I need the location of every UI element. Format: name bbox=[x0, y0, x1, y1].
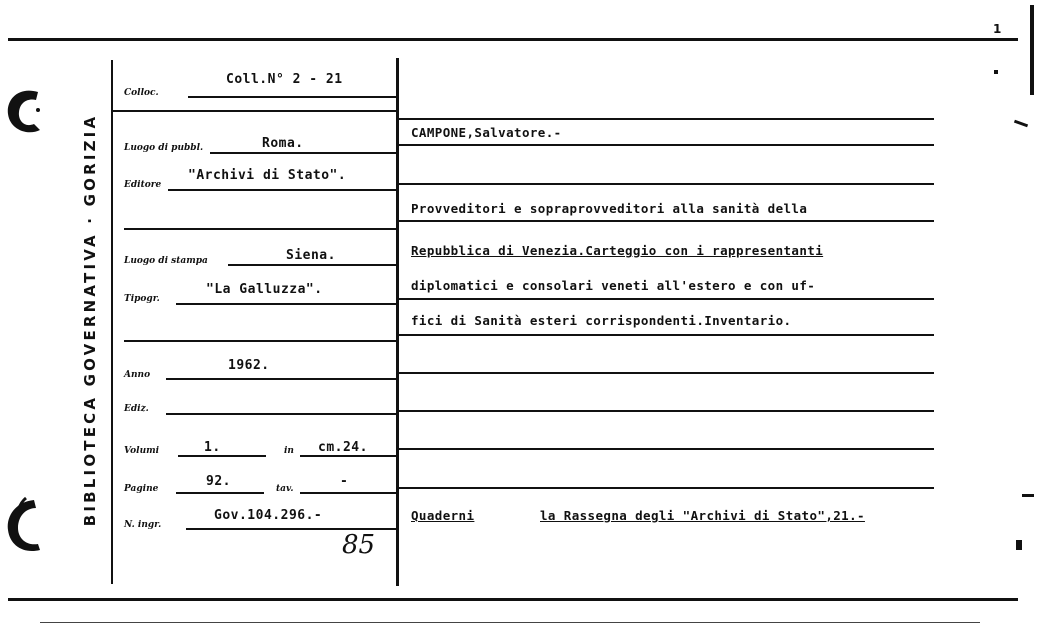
scan-speck-1 bbox=[1014, 120, 1028, 128]
label-volumi: Volumi bbox=[124, 446, 160, 456]
entry-line-2 bbox=[398, 183, 934, 185]
entry-line-0 bbox=[398, 118, 934, 120]
bottom-border-line bbox=[8, 598, 1018, 601]
margin-mark: 1 bbox=[993, 22, 1002, 36]
institution-vertical-text bbox=[78, 80, 102, 560]
label-editore: Editore bbox=[124, 180, 162, 190]
line-edizione bbox=[166, 413, 396, 415]
value-editore: "Archivi di Stato". bbox=[188, 168, 347, 183]
left-column-border bbox=[111, 60, 113, 584]
entry-line-9 bbox=[398, 487, 934, 489]
value-pagine: 92. bbox=[206, 474, 231, 489]
line-collocazione bbox=[188, 96, 396, 98]
entry-line-6 bbox=[398, 372, 934, 374]
bottom-border-line-2 bbox=[40, 622, 980, 623]
label-edizione: Ediz. bbox=[124, 404, 149, 414]
line-editore bbox=[168, 189, 396, 191]
entry-title-line-1: Provveditori e sopraprovveditori alla sanità della bbox=[411, 201, 808, 216]
entry-line-4 bbox=[398, 298, 934, 300]
value-anno: 1962. bbox=[228, 358, 270, 373]
value-tav: - bbox=[340, 474, 349, 489]
entry-line-7 bbox=[398, 410, 934, 412]
divider-1 bbox=[113, 110, 396, 112]
label-luogo-pubbl: Luogo di pubbl. bbox=[124, 143, 204, 153]
entry-line-8 bbox=[398, 448, 934, 450]
label-luogo-stampa: Luogo di stampa bbox=[124, 256, 208, 266]
scan-speck-4 bbox=[994, 70, 998, 74]
label-collocazione: Colloc. bbox=[124, 88, 159, 98]
entry-series-value: la Rassegna degli "Archivi di Stato",21.- bbox=[540, 508, 865, 523]
value-luogo-stampa: Siena. bbox=[286, 248, 336, 263]
handwritten-number: 85 bbox=[342, 530, 376, 560]
right-edge-line bbox=[1030, 5, 1034, 95]
entry-author: CAMPONE,Salvatore.- bbox=[411, 125, 562, 140]
line-tipografia bbox=[176, 303, 396, 305]
scan-speck-3 bbox=[1016, 540, 1022, 550]
label-anno: Anno bbox=[124, 370, 151, 380]
line-volumi bbox=[178, 455, 266, 457]
label-tipografia: Tipogr. bbox=[124, 294, 160, 304]
entry-line-3 bbox=[398, 220, 934, 222]
label-pagine: Pagine bbox=[124, 484, 159, 494]
top-border-line bbox=[8, 38, 1018, 41]
punch-hole-top bbox=[4, 84, 46, 138]
line-anno bbox=[166, 378, 396, 380]
entry-line-1 bbox=[398, 144, 934, 146]
scan-speck-2 bbox=[1022, 494, 1034, 497]
institution-name: BIBLIOTECA GOVERNATIVA · GORIZIA bbox=[81, 113, 99, 527]
value-volumi: 1. bbox=[204, 440, 221, 455]
label-n-ingr: N. ingr. bbox=[124, 520, 162, 530]
value-volumi-format: cm.24. bbox=[318, 440, 368, 455]
entry-title-line-4: fici di Sanità esteri corrispondenti.Inventario. bbox=[411, 313, 792, 328]
line-tav bbox=[300, 492, 396, 494]
value-n-ingr: Gov.104.296.- bbox=[214, 508, 323, 523]
value-tipografia: "La Galluzza". bbox=[206, 282, 323, 297]
entry-title-line-3: diplomatici e consolari veneti all'estero e con uf- bbox=[411, 278, 816, 293]
line-pagine bbox=[176, 492, 264, 494]
punch-hole-bottom bbox=[4, 496, 50, 556]
divider-3 bbox=[124, 340, 396, 342]
label-volumi-in: in bbox=[284, 446, 294, 456]
label-tav: tav. bbox=[276, 484, 294, 494]
entry-line-5 bbox=[398, 334, 934, 336]
line-luogo-pubbl bbox=[210, 152, 396, 154]
line-volumi-format bbox=[300, 455, 396, 457]
center-divider bbox=[396, 58, 399, 586]
entry-series-label: Quaderni bbox=[411, 508, 475, 523]
value-luogo-pubbl: Roma. bbox=[262, 136, 304, 151]
line-luogo-stampa bbox=[228, 264, 396, 266]
divider-2 bbox=[124, 228, 396, 230]
value-collocazione: Coll.N° 2 - 21 bbox=[226, 72, 343, 87]
entry-title-line-2: Repubblica di Venezia.Carteggio con i rappresentanti bbox=[411, 243, 824, 258]
